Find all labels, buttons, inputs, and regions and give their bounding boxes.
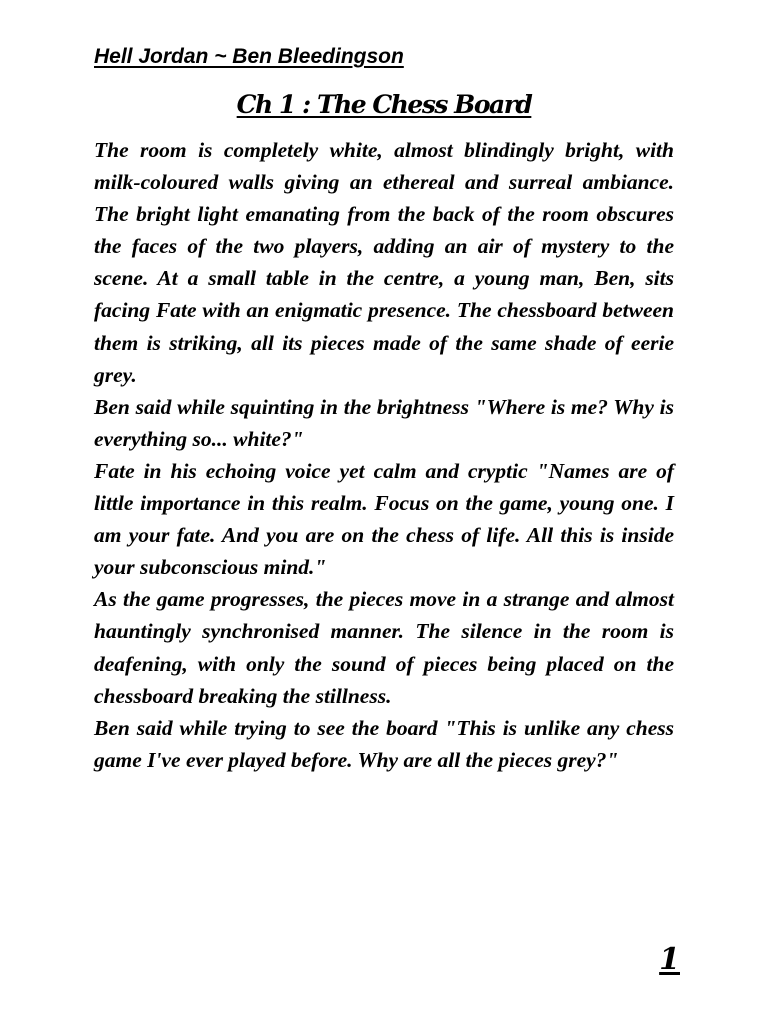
paragraph: The room is completely white, almost blindingly bright, with milk-coloured walls giving an ethereal and surreal ambiance. The bright light emanating from the back of the room obscures the faces of the two players, adding an air of mystery to the scene. At a small table in the centre, a young man, Ben, sits facing Fate with an enigmatic presence. The chessboard between them is striking, all its pieces made of the same shade of eerie grey. [94,138,674,387]
page-number: 1 [659,942,680,977]
paragraph: As the game progresses, the pieces move in a strange and almost hauntingly synchronised manner. The silence in the room is deafening, with only the sound of pieces being placed on the chessboard breaking the stillness. [94,587,674,708]
running-header: Hell Jordan ~ Ben Bleedingson [94,45,404,68]
chapter-title: Ch 1 : The Chess Board [236,90,532,119]
paragraph: Fate in his echoing voice yet calm and cryptic "Names are of little importance in this realm. Focus on the game, young one. I am your fate. And you are on the chess of life. All this is inside your subconscious mind." [94,458,674,580]
paragraph: Ben said while squinting in the brightness "Where is me? Why is everything so... white?" [94,394,674,451]
paragraph: Ben said while trying to see the board "This is unlike any chess game I've ever played before. Why are all the pieces grey?" [94,715,674,772]
body-text [94,134,674,776]
